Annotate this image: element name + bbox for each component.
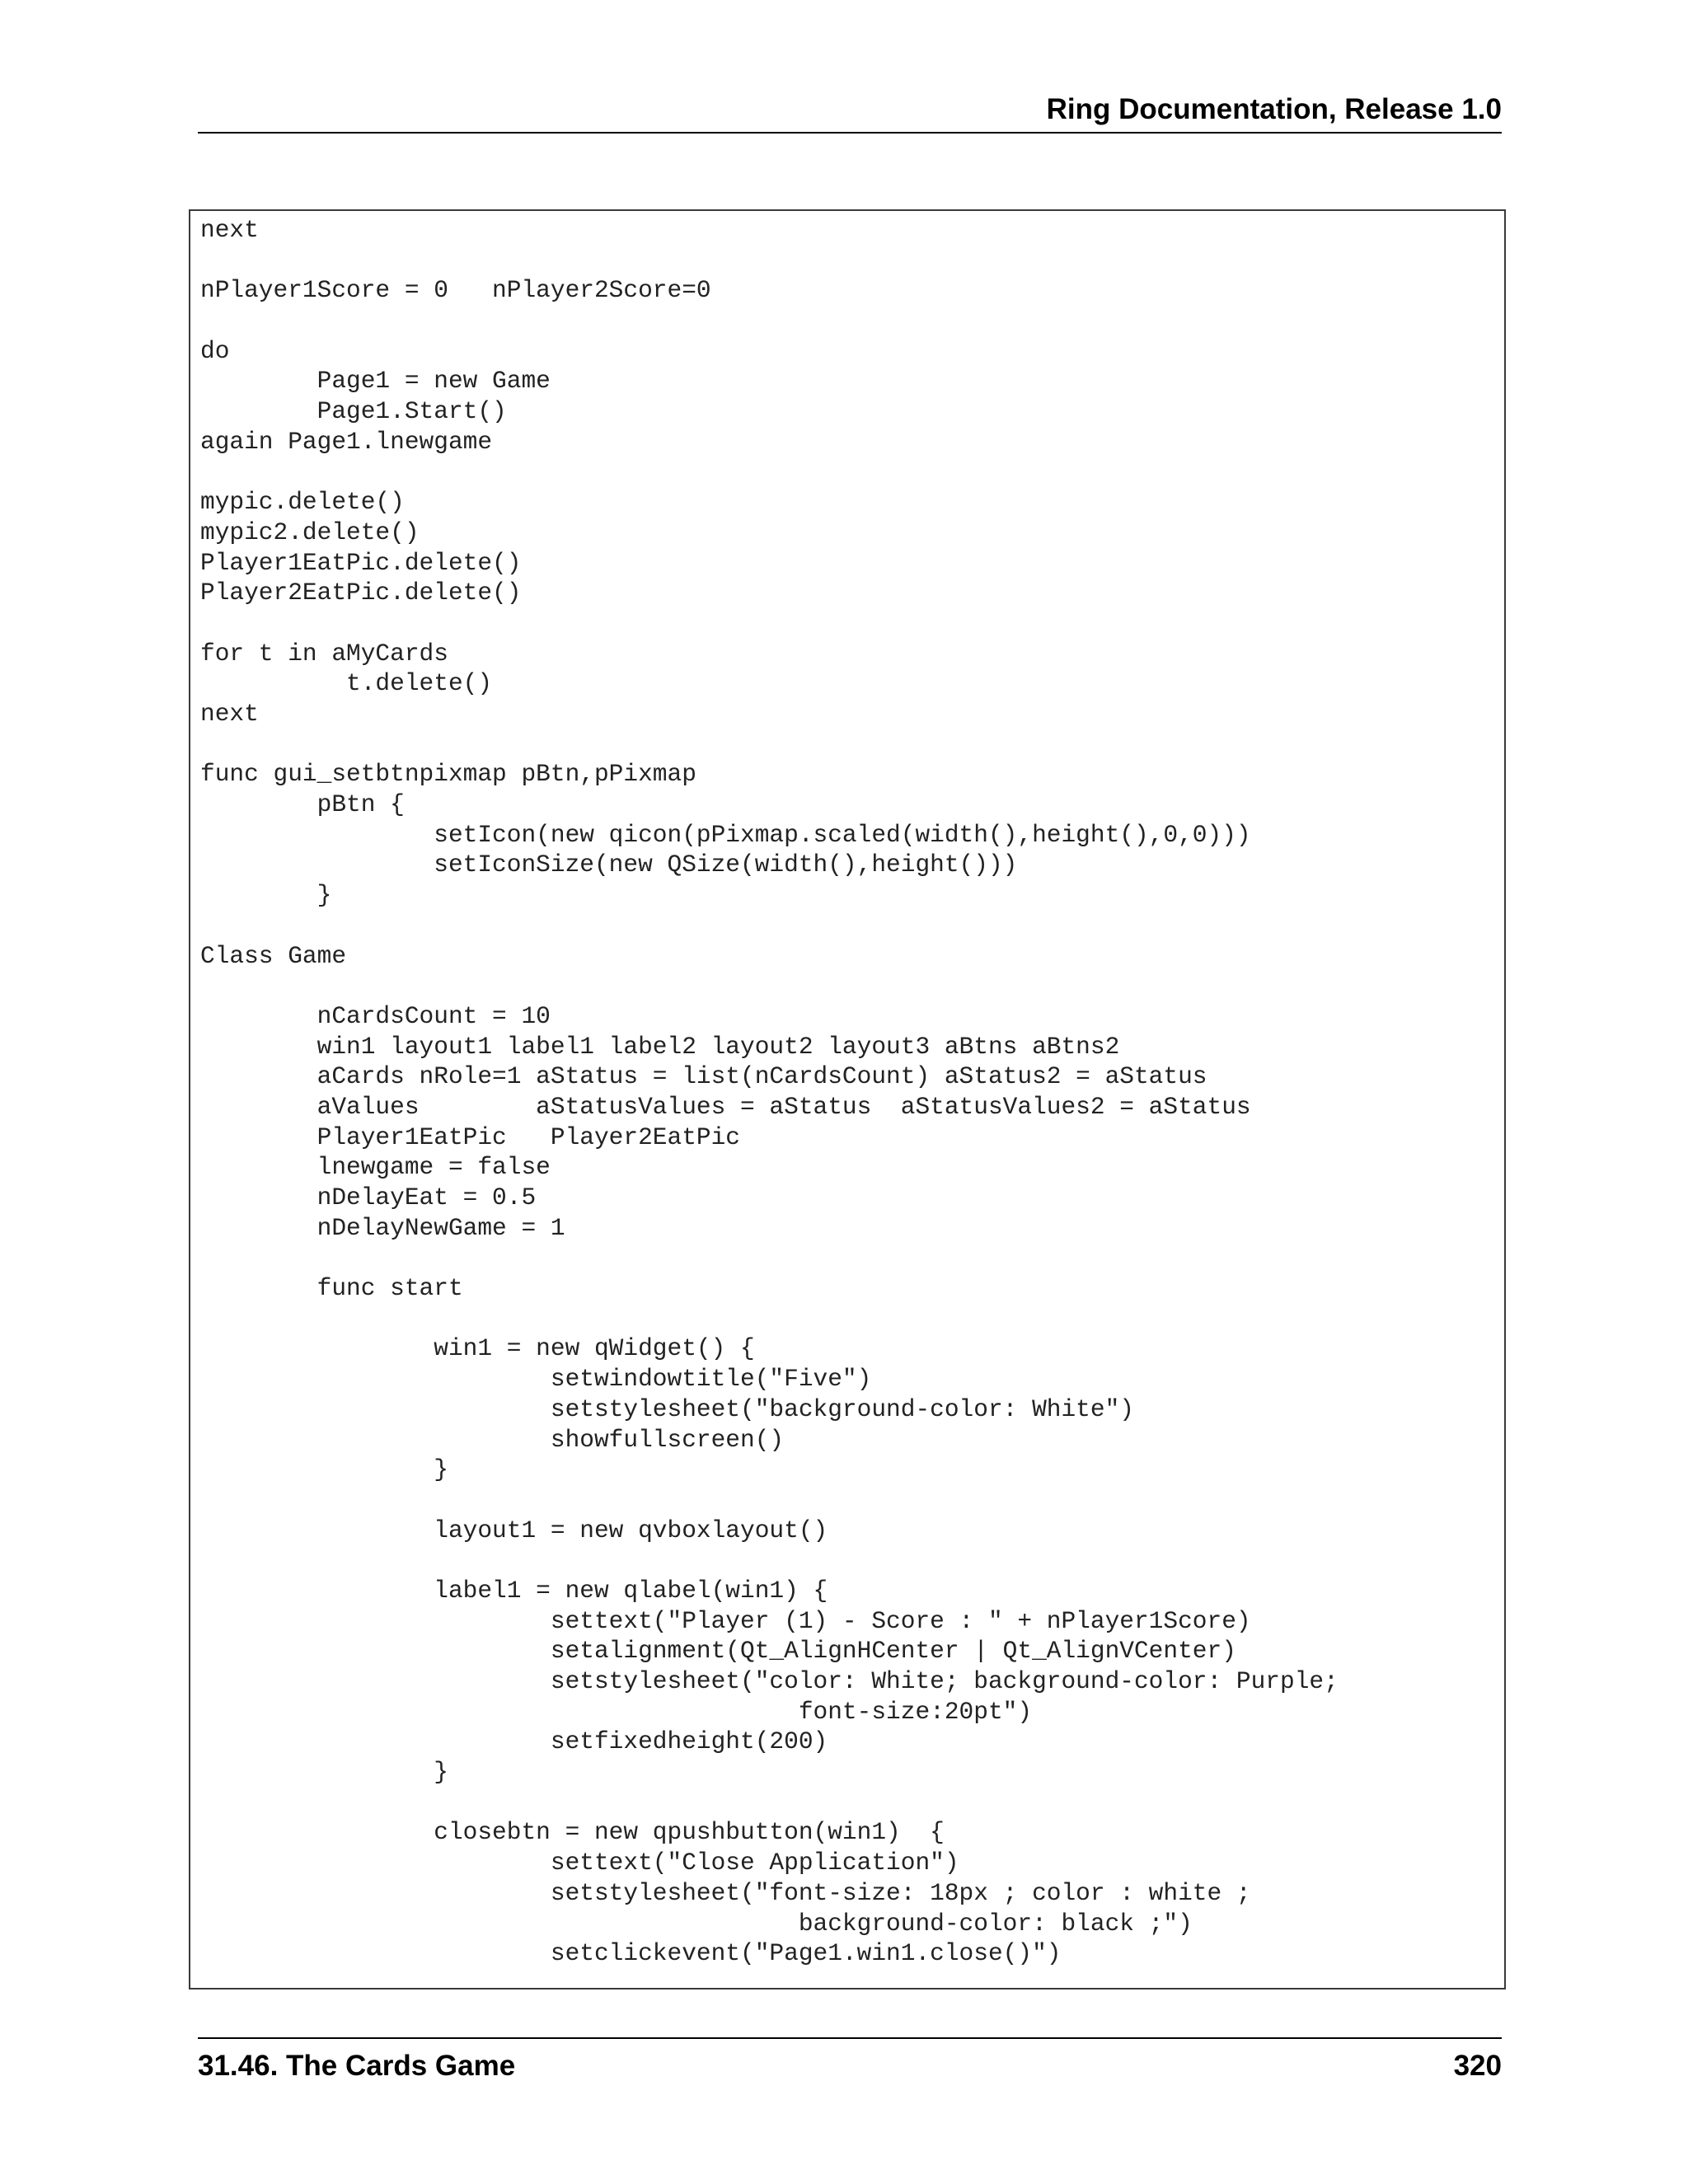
- code-line: setwindowtitle("Five"): [200, 1365, 872, 1394]
- code-line: setIconSize(new QSize(width(),height())): [200, 851, 1018, 879]
- code-line: }: [200, 1758, 448, 1787]
- code-line: Page1 = new Game: [200, 367, 551, 396]
- code-line: next: [200, 700, 259, 728]
- code-line: [200, 1545, 1339, 1576]
- section-title: 31.46. The Cards Game: [198, 2050, 516, 2082]
- code-line: Page1.Start(): [200, 397, 507, 426]
- code-line: }: [200, 881, 332, 910]
- code-line: showfullscreen(): [200, 1425, 785, 1454]
- code-line: }: [200, 1455, 448, 1484]
- code-line: nDelayEat = 0.5: [200, 1183, 537, 1212]
- code-line: [200, 608, 1339, 639]
- code-line: pBtn {: [200, 790, 405, 819]
- code-line: [200, 911, 1339, 941]
- code-line: do: [200, 336, 230, 365]
- code-line: aValues aStatusValues = aStatus aStatusValues2 = aStatus: [200, 1092, 1251, 1121]
- page-number: 320: [1453, 2050, 1502, 2082]
- code-line: mypic2.delete(): [200, 518, 420, 546]
- code-line: func start: [200, 1274, 463, 1303]
- code-line: func gui_setbtnpixmap pBtn,pPixmap: [200, 760, 696, 789]
- code-line: Player1EatPic.delete(): [200, 548, 522, 577]
- code-line: closebtn = new qpushbutton(win1) {: [200, 1818, 945, 1847]
- code-line: background-color: black ;"): [200, 1909, 1193, 1938]
- code-line: nCardsCount = 10: [200, 1001, 551, 1030]
- code-block: [189, 209, 1506, 1990]
- code-line: Player2EatPic.delete(): [200, 579, 522, 607]
- code-line: font-size:20pt"): [200, 1697, 1033, 1726]
- code-line: label1 = new qlabel(win1) {: [200, 1576, 828, 1605]
- code-line: setstylesheet("color: White; background-color: Purple;: [200, 1667, 1339, 1695]
- code-line: [200, 1788, 1339, 1818]
- code-line: mypic.delete(): [200, 488, 405, 517]
- code-line: [200, 1485, 1339, 1516]
- code-line: [200, 1243, 1339, 1273]
- document-title: Ring Documentation, Release 1.0: [1046, 93, 1502, 125]
- code-line: lnewgame = false: [200, 1153, 551, 1182]
- code-line: settext("Player (1) - Score : " + nPlayer1Score): [200, 1606, 1251, 1635]
- code-line: next: [200, 216, 259, 244]
- code-line: for t in aMyCards: [200, 639, 448, 668]
- code-line: setstylesheet("background-color: White"): [200, 1394, 1134, 1423]
- code-line: setalignment(Qt_AlignHCenter | Qt_AlignVCenter): [200, 1637, 1236, 1666]
- code-line: setstylesheet("font-size: 18px ; color : white ;: [200, 1878, 1251, 1907]
- code-lines: [200, 215, 1339, 1969]
- code-line: [200, 729, 1339, 760]
- code-line: layout1 = new qvboxlayout(): [200, 1516, 828, 1544]
- code-line: again Page1.lnewgame: [200, 427, 493, 456]
- code-line: [200, 971, 1339, 1001]
- code-line: setclickevent("Page1.win1.close()"): [200, 1939, 1062, 1968]
- code-line: [200, 1304, 1339, 1334]
- code-line: nDelayNewGame = 1: [200, 1213, 565, 1242]
- code-line: settext("Close Application"): [200, 1849, 959, 1877]
- page-header: [198, 92, 1502, 134]
- code-line: [200, 246, 1339, 276]
- code-line: win1 layout1 label1 label2 layout2 layout3 aBtns aBtns2: [200, 1032, 1120, 1061]
- code-line: [200, 457, 1339, 488]
- code-line: Class Game: [200, 941, 347, 970]
- code-line: win1 = new qWidget() {: [200, 1334, 755, 1363]
- page-footer: [198, 2037, 1502, 2097]
- code-line: setIcon(new qicon(pPixmap.scaled(width(),height(),0,0))): [200, 820, 1251, 849]
- code-line: nPlayer1Score = 0 nPlayer2Score=0: [200, 276, 711, 305]
- code-line: aCards nRole=1 aStatus = list(nCardsCount) aStatus2 = aStatus: [200, 1062, 1207, 1091]
- code-line: [200, 306, 1339, 336]
- code-line: Player1EatPic Player2EatPic: [200, 1122, 741, 1151]
- code-line: setfixedheight(200): [200, 1727, 828, 1756]
- code-line: t.delete(): [200, 669, 493, 698]
